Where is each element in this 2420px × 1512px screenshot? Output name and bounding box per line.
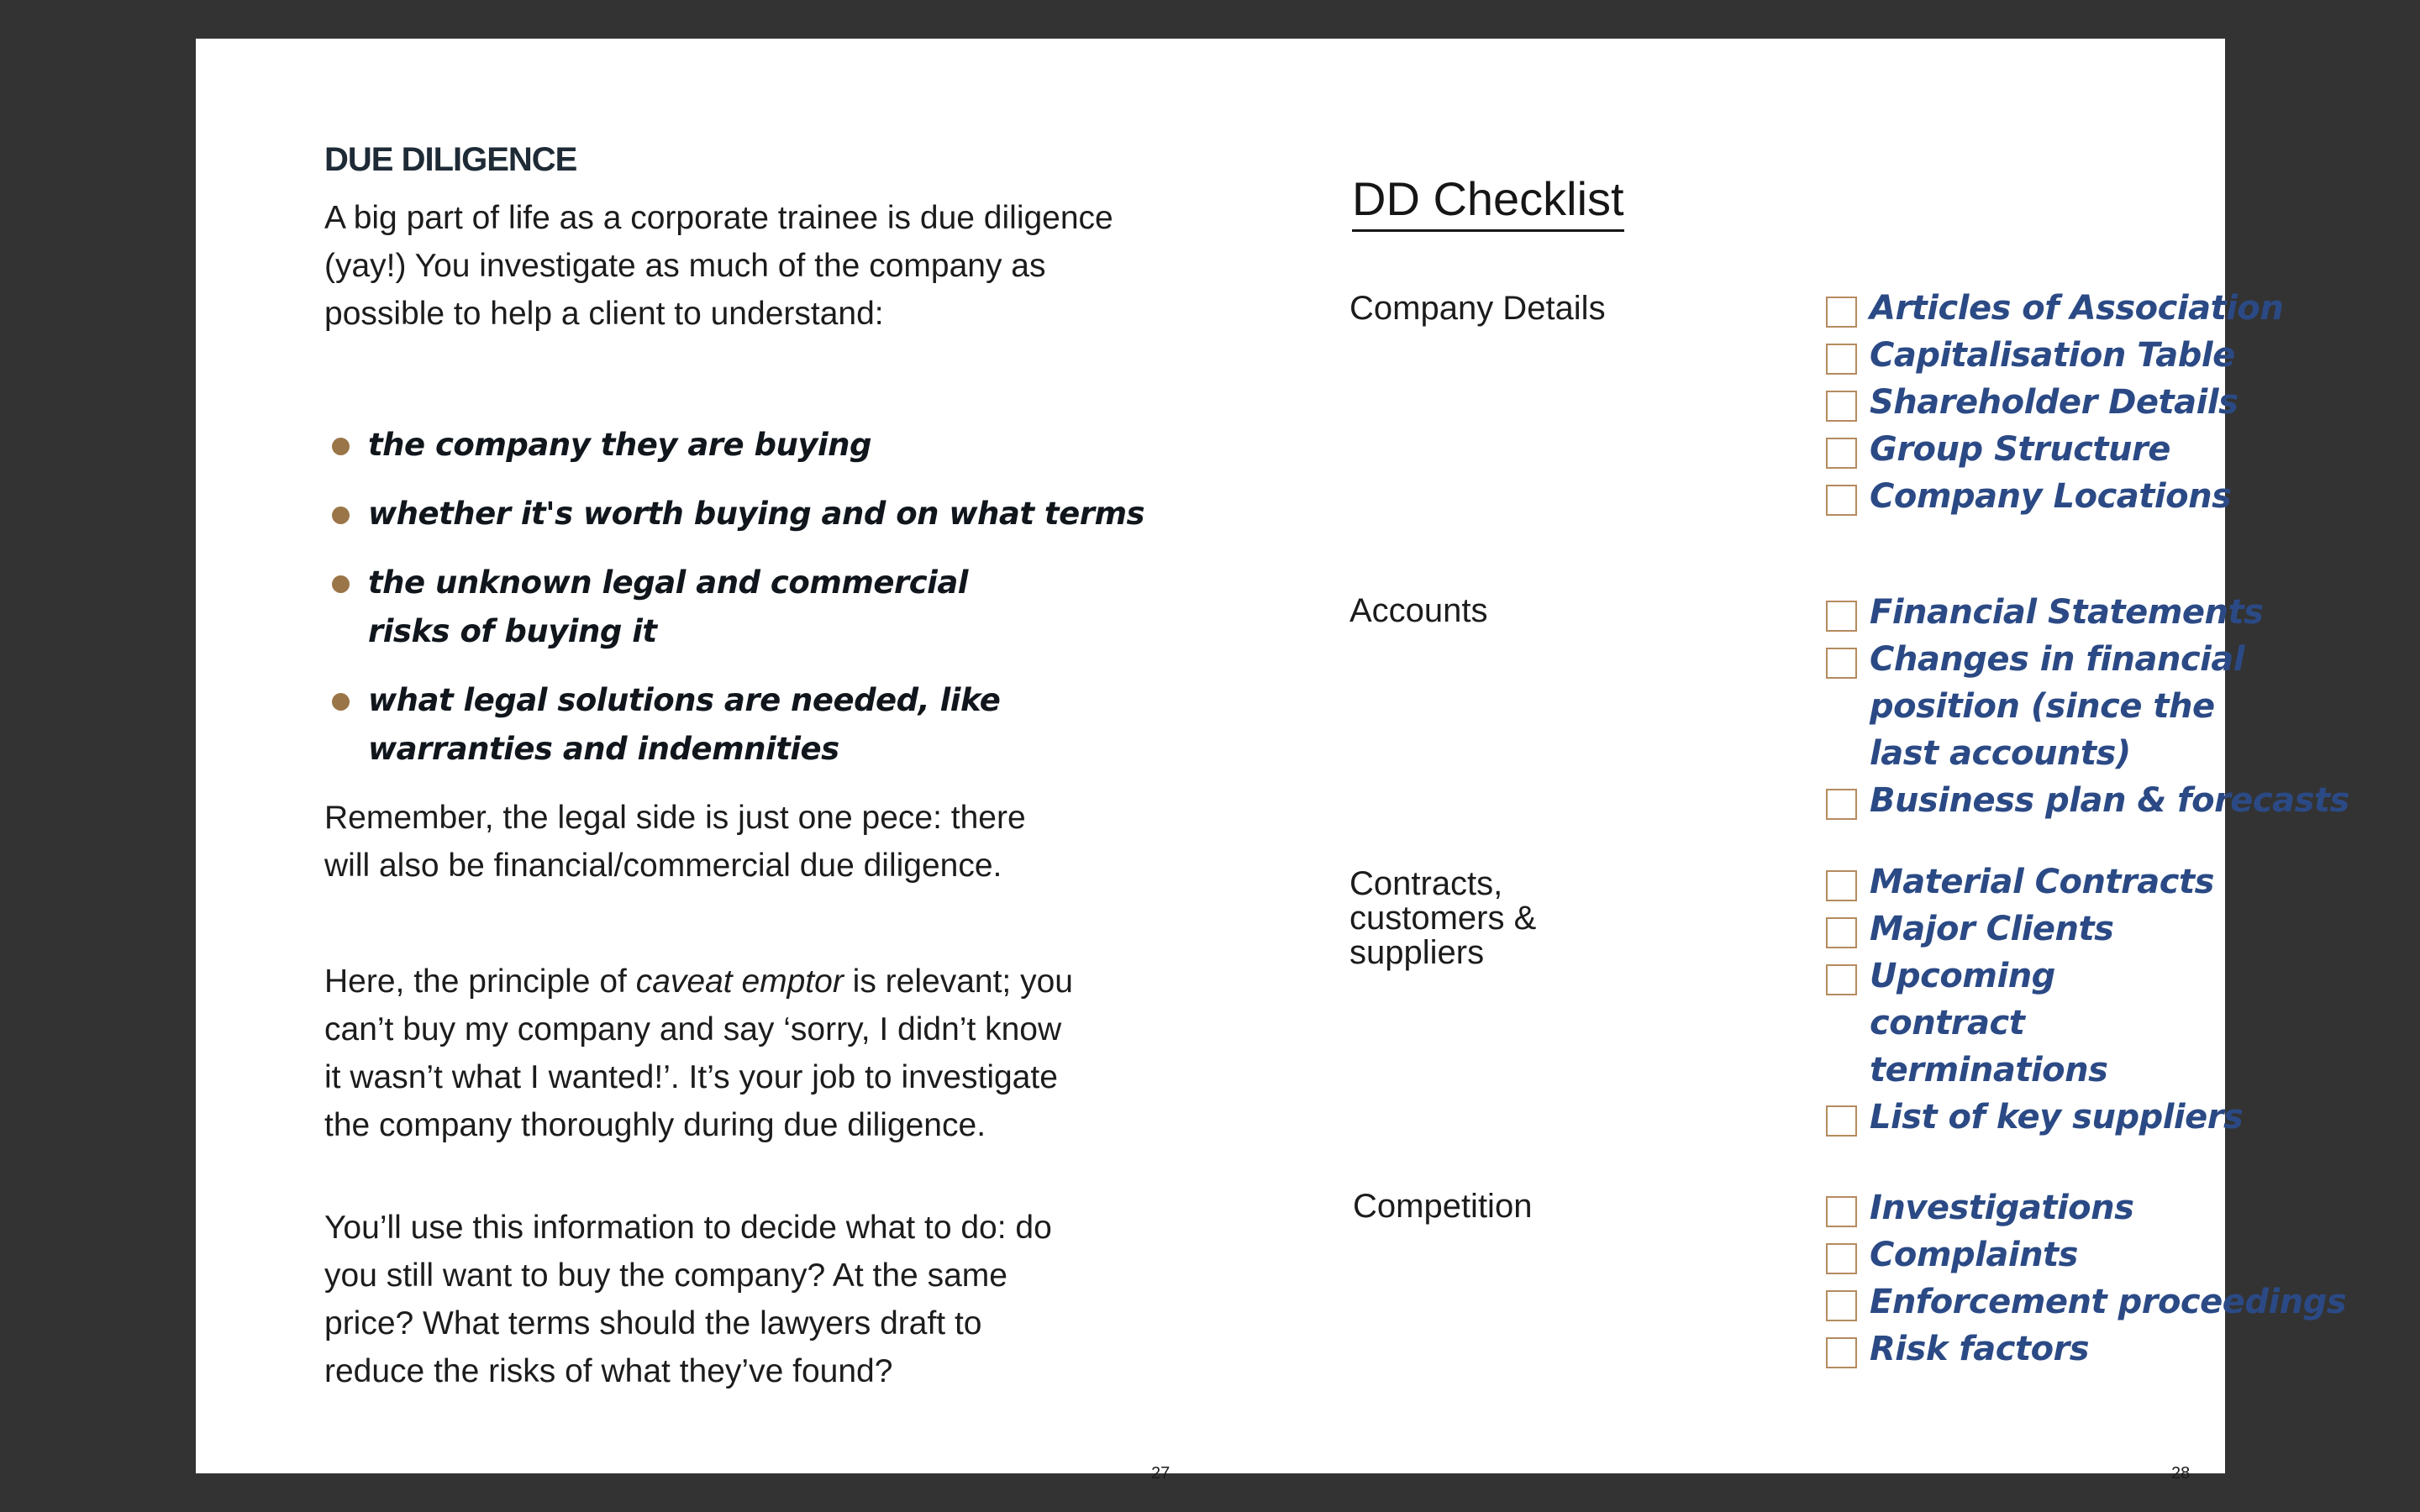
page-number: 28	[2171, 1464, 2191, 1483]
bullet-item	[324, 490, 1148, 538]
page-number: 27	[1151, 1464, 1171, 1483]
checklist-item	[1823, 777, 2349, 824]
checklist-accounts	[1823, 589, 2349, 824]
page-spread	[196, 39, 2349, 1483]
checklist-item	[1823, 953, 2192, 1094]
checklist-item-label: Shareholder Details	[1870, 383, 2238, 422]
checkbox[interactable]	[1826, 297, 1857, 328]
checklist-item	[1823, 426, 2217, 473]
checkbox[interactable]	[1826, 1337, 1857, 1368]
checklist-item	[1823, 1231, 2217, 1278]
paragraph-text: Here, the principle of	[324, 963, 636, 1000]
checklist-contracts	[1823, 858, 2244, 1141]
checklist-item-label: Investigations	[1870, 1189, 2134, 1227]
paragraph-caveat-emptor	[324, 958, 1085, 1149]
checklist-item-label: Company Locations	[1870, 477, 2232, 516]
checkbox[interactable]	[1826, 1105, 1857, 1137]
paragraph-decision: You’ll use this information to decide what to do: do you still want to buy the company? At the same price? What terms should the lawyers draft to reduce the risks of what they’ve found?	[324, 1210, 1052, 1389]
bullet-dot-icon	[332, 575, 350, 593]
checklist-company-details	[1823, 285, 2284, 520]
checkbox[interactable]	[1826, 648, 1857, 679]
checklist-item-label: Business plan & forecasts	[1870, 781, 2349, 820]
checklist-item	[1823, 1094, 2244, 1141]
checklist-item	[1823, 1278, 2347, 1326]
checklist-item-label: Changes in financial position (since the last accounts)	[1870, 640, 2245, 773]
checkbox[interactable]	[1826, 438, 1857, 469]
bullet-text: what legal solutions are needed, like warranties and indemnities	[368, 682, 1001, 767]
paragraph-text: is relevant; you can’t buy my company and say ‘sorry, I didn’t know it wasn’t what I wanted!’. It’s your job to investigate the company thoroughly during due diligence.	[324, 963, 1073, 1143]
bullet-text: whether it's worth buying and on what terms	[368, 496, 1145, 532]
page-27	[196, 39, 1211, 1483]
page-28	[1211, 39, 2349, 1483]
checklist-item-label: Enforcement proceedings	[1870, 1283, 2347, 1321]
checkbox[interactable]	[1826, 485, 1857, 516]
checklist-item-label: List of key suppliers	[1870, 1098, 2244, 1137]
checkbox[interactable]	[1826, 917, 1857, 948]
checkbox[interactable]	[1826, 601, 1857, 632]
checkbox[interactable]	[1826, 1196, 1857, 1227]
caveat-emptor-term: caveat emptor	[635, 963, 844, 1000]
checklist-item-label: Major Clients	[1870, 910, 2114, 948]
section-label-contracts: Contracts, customers & suppliers	[1349, 865, 1537, 971]
checklist-item	[1823, 1326, 2217, 1373]
checklist-item	[1823, 473, 2232, 520]
section-label-competition: Competition	[1353, 1188, 1533, 1225]
checklist-item-label: Articles of Association	[1870, 289, 2284, 328]
checklist-item	[1823, 906, 2217, 953]
checkbox[interactable]	[1826, 1243, 1857, 1274]
bullet-item	[324, 421, 1148, 470]
paragraph-legal-side: Remember, the legal side is just one pece: there will also be financial/commercial due diligence.	[324, 800, 1026, 884]
bullet-item	[324, 676, 1097, 774]
section-label-company-details: Company Details	[1349, 290, 1606, 327]
bullet-dot-icon	[332, 438, 350, 455]
bullet-list	[324, 421, 1148, 794]
checklist-competition	[1823, 1184, 2347, 1373]
checkbox[interactable]	[1826, 789, 1857, 820]
checklist-item-label: Financial Statements	[1870, 593, 2264, 632]
checklist-item	[1823, 1184, 2217, 1231]
checklist-item	[1823, 332, 2235, 379]
intro-paragraph: A big part of life as a corporate trainee is due diligence (yay!) You investigate as much of the company as possible to help a client to understand:	[324, 200, 1113, 332]
bullet-text: the company they are buying	[368, 427, 871, 463]
checklist-item	[1823, 858, 2217, 906]
checkbox[interactable]	[1826, 1290, 1857, 1321]
checkbox[interactable]	[1826, 870, 1857, 901]
checkbox[interactable]	[1826, 964, 1857, 995]
checklist-item-label: Group Structure	[1870, 430, 2170, 469]
checklist-item-label: Capitalisation Table	[1870, 336, 2235, 375]
checklist-item-label: Material Contracts	[1870, 863, 2214, 901]
checkbox[interactable]	[1826, 391, 1857, 422]
bullet-item	[324, 559, 1013, 656]
section-heading: DUE DILIGENCE	[324, 141, 577, 178]
bullet-text: the unknown legal and commercial risks of buying it	[368, 564, 968, 649]
checklist-item-label: Upcoming contract terminations	[1870, 957, 2108, 1089]
checklist-title: DD Checklist	[1352, 171, 1624, 232]
bullet-dot-icon	[332, 693, 350, 711]
checkbox[interactable]	[1826, 344, 1857, 375]
section-label-accounts: Accounts	[1349, 592, 1488, 629]
checklist-item	[1823, 589, 2264, 636]
checklist-item	[1823, 285, 2284, 332]
bullet-dot-icon	[332, 507, 350, 524]
checklist-item	[1823, 636, 2293, 777]
checklist-item-label: Risk factors	[1870, 1330, 2090, 1368]
checklist-item	[1823, 379, 2238, 426]
checklist-item-label: Complaints	[1870, 1236, 2078, 1274]
